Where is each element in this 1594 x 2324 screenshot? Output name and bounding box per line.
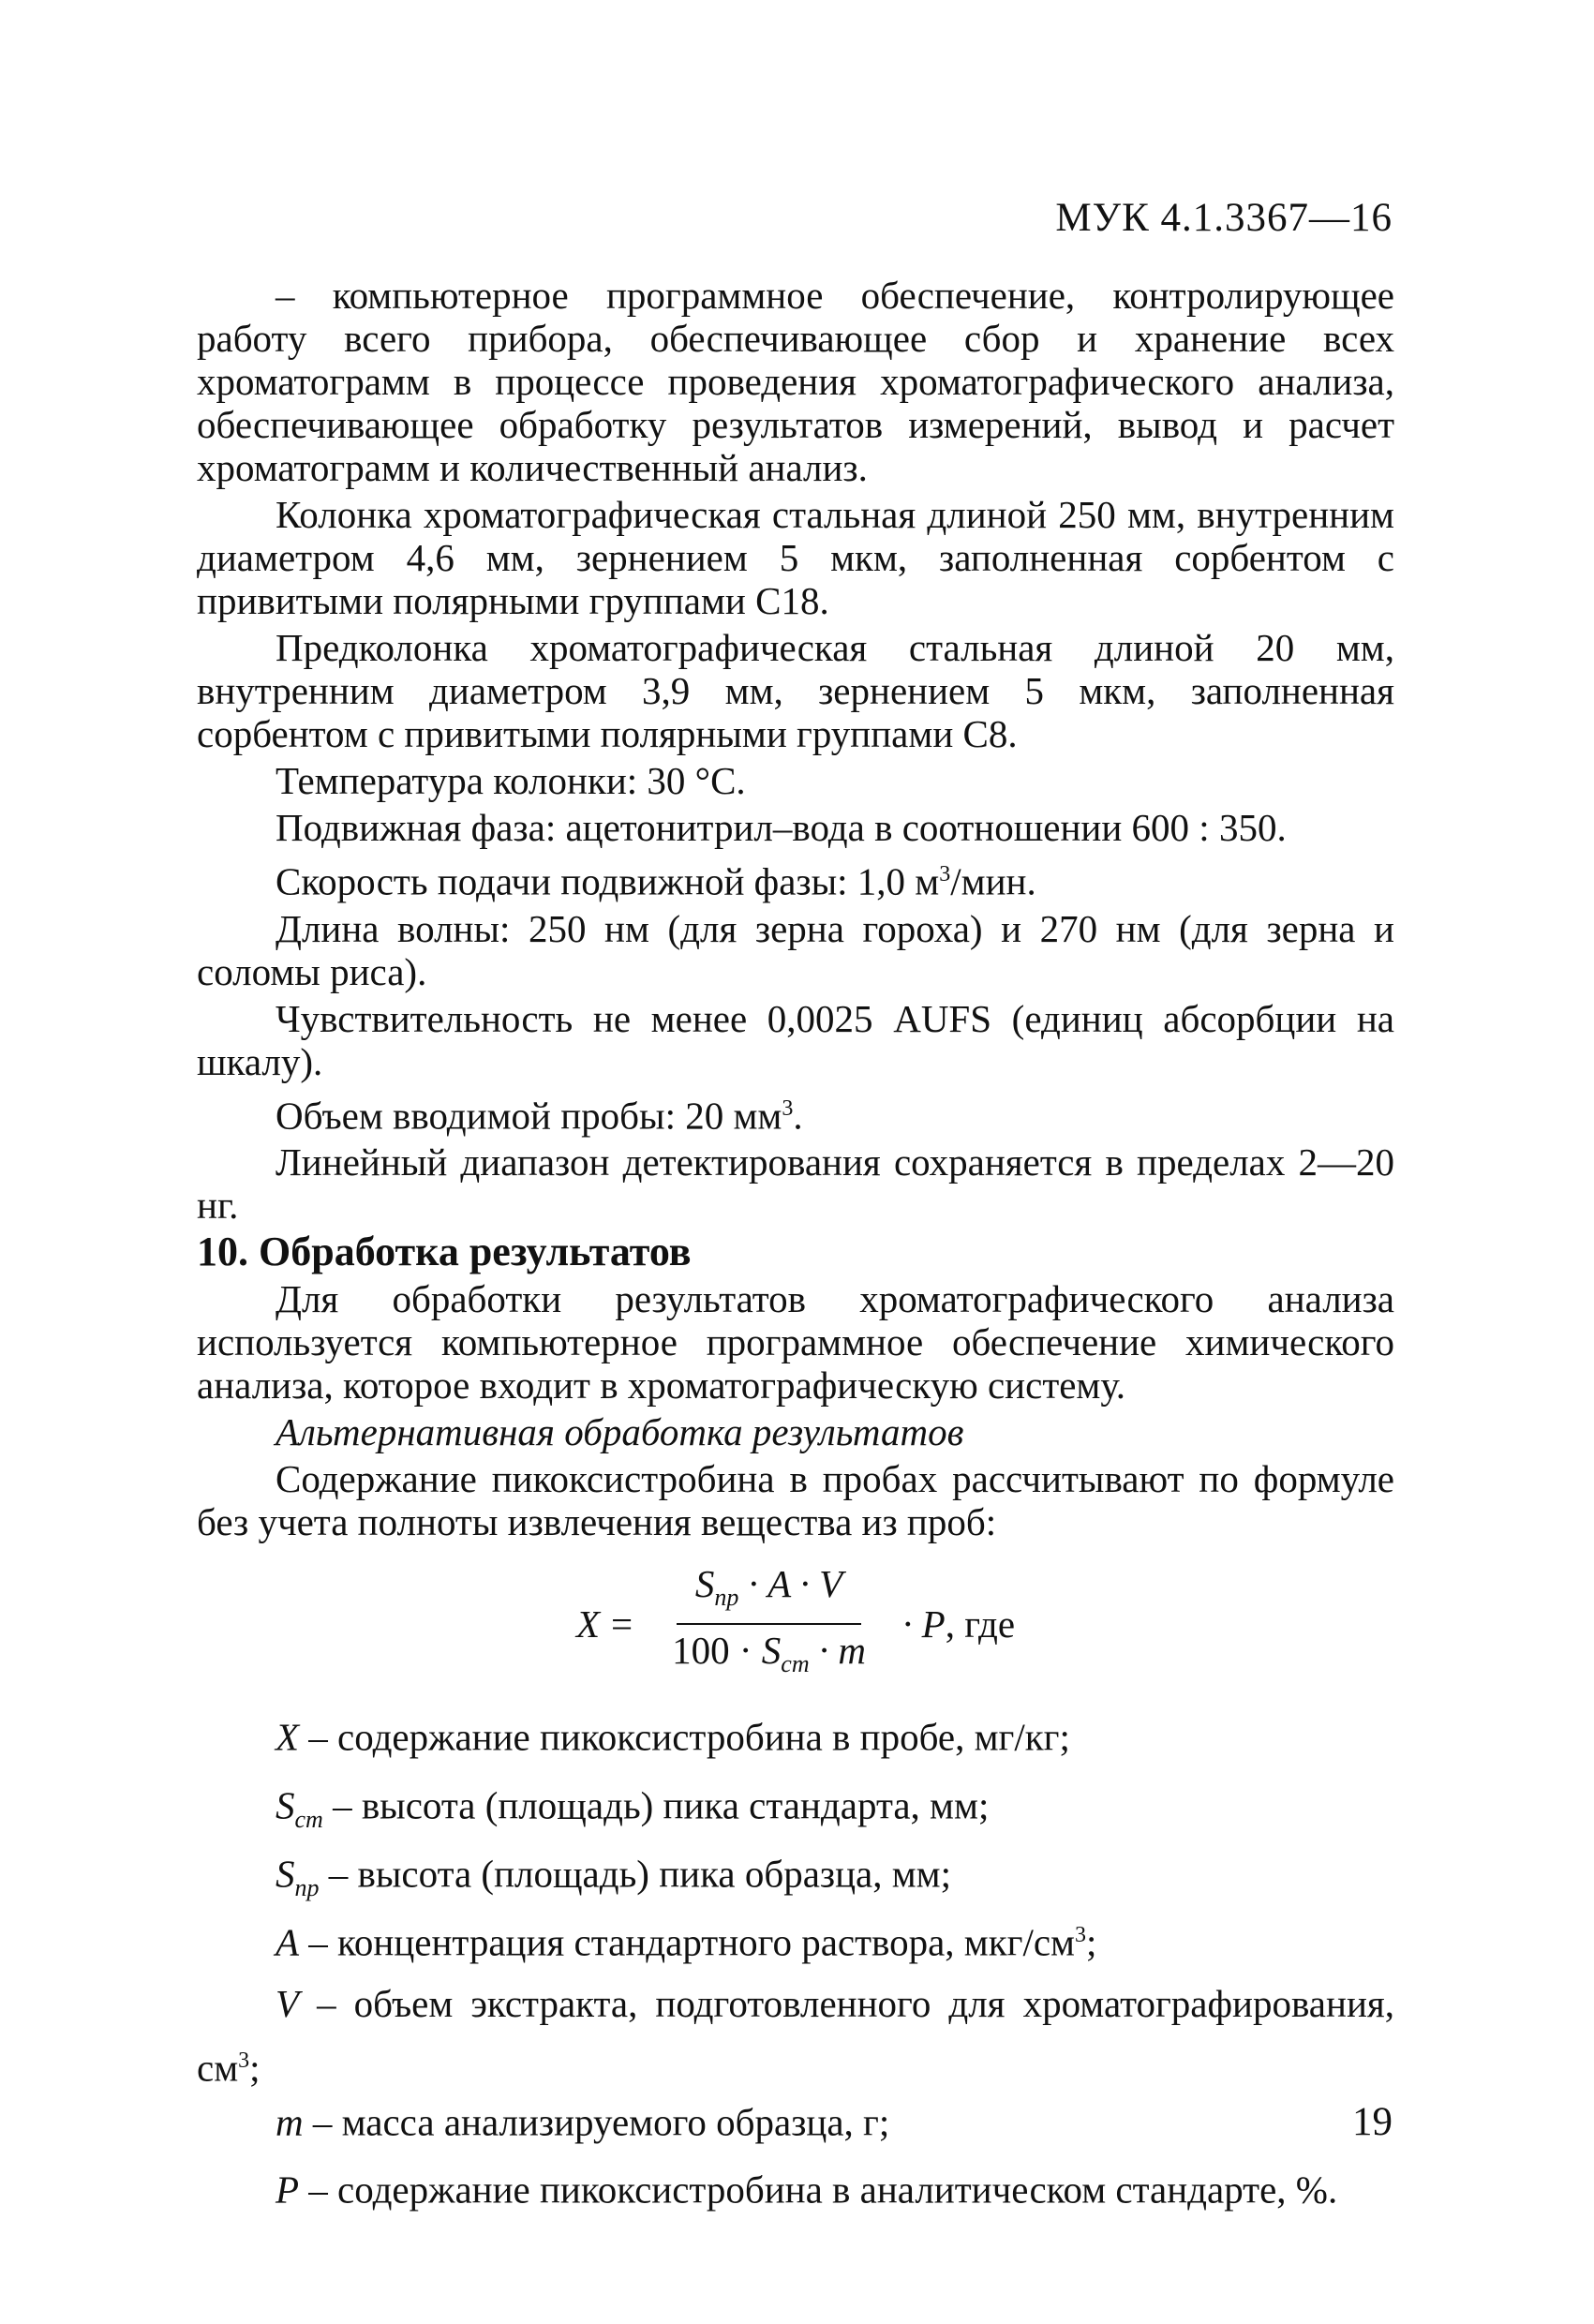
definition-x <box>197 1708 1394 1773</box>
formula-intro: Содержание пикоксистробина в пробах рассчитывают по формуле без учета полноты извлечения вещества из проб: <box>197 1457 1394 1544</box>
paragraph-volume <box>197 1087 1394 1138</box>
def-text: – объем экстракта, подготовленного для хроматографирования, см <box>197 1981 1394 2090</box>
definition-p <box>197 2161 1394 2226</box>
formula-lhs: X <box>575 1602 601 1646</box>
page-number: 19 <box>1352 2100 1393 2144</box>
num-rest: · A · V <box>738 1562 843 1606</box>
paragraph-flow-rate <box>197 853 1394 903</box>
document-code: МУК 4.1.3367—16 <box>1055 196 1393 240</box>
def-text: – концентрация стандартного раствора, мкг/см <box>299 1920 1075 1964</box>
paragraph-temperature: Температура колонки: 30 °С. <box>276 759 746 802</box>
num-s: S <box>694 1562 715 1606</box>
definition-m <box>197 2093 1394 2158</box>
formula-tail: , где <box>945 1602 1016 1646</box>
paragraph-wavelength: Длина волны: 250 нм (для зерна гороха) и 270 нм (для зерна и соломы риса). <box>197 906 1394 993</box>
formula-p: P <box>921 1602 946 1646</box>
volume-suffix: . <box>793 1094 803 1138</box>
alt-processing-title: Альтернативная обработка результатов <box>276 1410 964 1454</box>
def-text: – содержание пикоксистробина в аналитическом стандарте, %. <box>299 2168 1338 2212</box>
formula-fraction <box>653 1562 885 1686</box>
section-intro: Для обработки результатов хроматографического анализа используется компьютерное программное обеспечение химического анализа, которое входит в хроматографическую систему. <box>197 1277 1394 1408</box>
volume-text: Объем вводимой пробы: 20 мм <box>276 1094 782 1138</box>
den-s: S <box>761 1629 782 1673</box>
def-symbol: V <box>276 1981 300 2025</box>
def-end: ; <box>249 2046 261 2090</box>
den-rest: · m <box>809 1629 866 1673</box>
definition-s-pr <box>197 1845 1394 1910</box>
section-title: 10. Обработка результатов <box>197 1229 692 1275</box>
num-s-sub: пр <box>714 1584 739 1612</box>
flow-rate-suffix: /мин. <box>950 859 1036 903</box>
definition-a <box>197 1914 1394 1978</box>
def-text: – высота (площадь) пика стандарта, мм; <box>322 1783 990 1827</box>
def-symbol: X <box>276 1715 300 1759</box>
paragraph-software: – компьютерное программное обеспечение, контролирующее работу всего прибора, обеспечивающее сбор и хранение всех хроматограмм в процессе проведения хроматографического анализа, обеспечивающее обработку результатов измерений, вывод и расчет хроматограмм и количественный анализ. <box>197 274 1394 489</box>
def-text: – масса анализируемого образца, г; <box>303 2100 890 2144</box>
den-prefix: 100 · <box>672 1629 762 1673</box>
formula <box>197 1562 1394 1680</box>
def-text: – высота (площадь) пика образца, мм; <box>319 1852 952 1896</box>
def-sup: 3 <box>238 2048 250 2073</box>
paragraph-precolumn: Предколонка хроматографическая стальная длиной 20 мм, внутренним диаметром 3,9 мм, зернением 5 мкм, заполненная сорбентом с привитыми полярными группами C8. <box>197 626 1394 755</box>
def-end: ; <box>1086 1920 1097 1964</box>
def-symbol: S <box>276 1852 295 1896</box>
paragraph-column: Колонка хроматографическая стальная длиной 250 мм, внутренним диаметром 4,6 мм, зернением 5 мкм, заполненная сорбентом с привитыми полярными группами C18. <box>197 493 1394 622</box>
formula-numerator <box>677 1562 861 1625</box>
def-sup: 3 <box>1075 1922 1086 1947</box>
definitions-list <box>197 1708 1394 2226</box>
paragraph-sensitivity: Чувствительность не менее 0,0025 AUFS (единиц абсорбции на шкалу). <box>197 996 1394 1083</box>
formula-mult: · <box>901 1602 915 1646</box>
volume-sup: 3 <box>782 1095 794 1121</box>
paragraph-linear-range: Линейный диапазон детектирования сохраняется в пределах 2—20 нг. <box>197 1140 1394 1228</box>
def-sub: ст <box>294 1806 323 1833</box>
def-symbol: P <box>276 2168 300 2212</box>
den-s-sub: ст <box>781 1650 810 1678</box>
definition-v <box>197 1982 1394 2090</box>
flow-rate-text: Скорость подачи подвижной фазы: 1,0 м <box>276 859 940 903</box>
def-symbol: m <box>276 2100 304 2144</box>
page-content <box>197 274 1394 2229</box>
flow-rate-sup: 3 <box>939 862 951 886</box>
paragraph-mobile-phase: Подвижная фаза: ацетонитрил–вода в соотношении 600 : 350. <box>276 806 1287 849</box>
formula-denominator <box>653 1625 885 1686</box>
def-sub: пр <box>294 1873 320 1901</box>
def-text: – содержание пикоксистробина в пробе, мг/кг; <box>299 1715 1070 1759</box>
def-symbol: S <box>276 1783 295 1827</box>
definition-s-st <box>197 1777 1394 1841</box>
def-symbol: A <box>276 1920 300 1964</box>
formula-equals: = <box>611 1602 633 1646</box>
